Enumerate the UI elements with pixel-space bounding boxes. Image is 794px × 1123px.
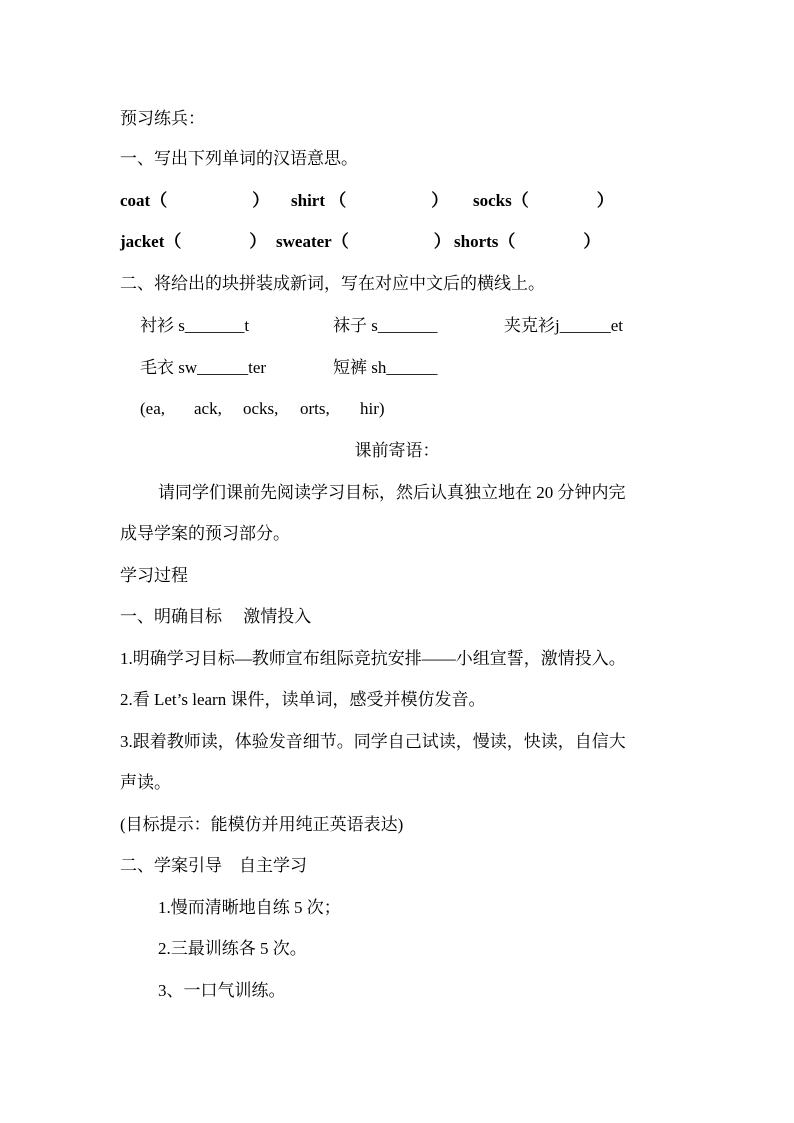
word-block: hir): [360, 399, 385, 418]
goal-tip: (目标提示：能模仿并用纯正英语表达): [120, 815, 404, 834]
word-block: (ea,: [140, 399, 166, 418]
message-title: 课前寄语：: [354, 441, 440, 460]
fill-shirt: 衬衫 s_______t: [140, 316, 250, 335]
vocab-coat: coat（ ）: [120, 191, 270, 210]
fill-sweater: 毛衣 sw______ter: [140, 358, 267, 377]
vocab-sweater: sweater（ ）: [276, 232, 451, 251]
section-1-heading: 一、明确目标 激情投入: [120, 607, 312, 626]
fill-jacket: 夹克衫j______et: [504, 316, 623, 335]
section-2-heading: 二、学案引导 自主学习: [120, 856, 307, 875]
word-blocks: [140, 398, 440, 420]
word-block: ocks,: [243, 399, 279, 418]
vocab-row-1: [120, 190, 720, 212]
fill-row-2: [140, 357, 540, 379]
fill-socks: 袜子 s_______: [333, 316, 438, 335]
vocab-shorts: shorts（ ）: [454, 232, 601, 251]
sub-step-1: 1.慢而清晰地自练 5 次；: [158, 898, 341, 917]
vocab-row-2: [120, 231, 720, 253]
message-line-1: 请同学们课前先阅读学习目标，然后认真独立地在 20 分钟内完: [158, 483, 626, 502]
message-line-2: 成导学案的预习部分。: [120, 524, 290, 543]
step-3-line-1: 3.跟着教师读，体验发音细节。同学自己试读，慢读，快读，自信大: [120, 732, 626, 751]
step-2: 2.看 Let’s learn 课件，读单词，感受并模仿发音。: [120, 690, 486, 709]
question-1-instruction: 一、写出下列单词的汉语意思。: [120, 149, 358, 168]
sub-step-2: 2.三最训练各 5 次。: [158, 939, 307, 958]
word-block: ack,: [194, 399, 222, 418]
vocab-shirt: shirt （ ）: [291, 191, 449, 210]
vocab-jacket: jacket（ ）: [120, 232, 267, 251]
question-2-instruction: 二、将给出的块拼装成新词，写在对应中文后的横线上。: [120, 274, 545, 293]
step-1: 1.明确学习目标—教师宣布组际竞抗安排——小组宣誓，激情投入。: [120, 649, 626, 668]
sub-step-3: 3、一口气训练。: [158, 981, 286, 1000]
vocab-socks: socks（ ）: [473, 191, 614, 210]
fill-shorts: 短裤 sh______: [333, 358, 438, 377]
preview-heading: 预习练兵：: [120, 109, 205, 128]
word-block: orts,: [300, 399, 330, 418]
step-3-line-2: 声读。: [120, 773, 171, 792]
process-heading: 学习过程: [120, 566, 188, 585]
fill-row-1: [140, 315, 680, 337]
